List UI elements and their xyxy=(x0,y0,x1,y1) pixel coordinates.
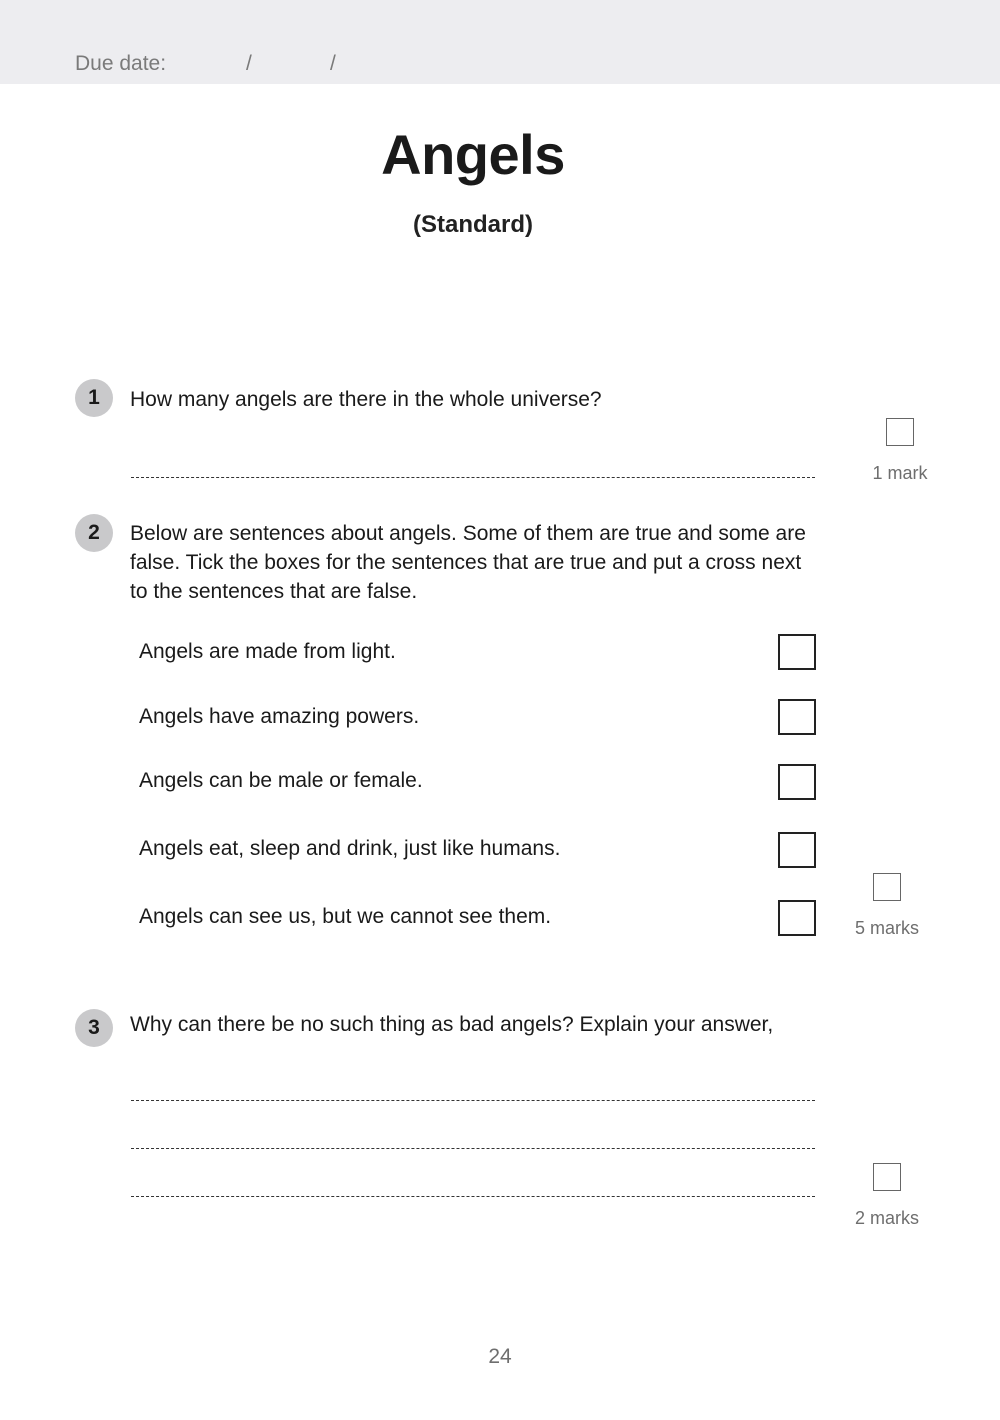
question-3-answer-line-2[interactable] xyxy=(131,1148,815,1149)
question-2-statement-2: Angels have amazing powers. xyxy=(139,705,420,728)
question-2-marks-label: 5 marks xyxy=(854,918,919,938)
question-2-statement-3: Angels can be male or female. xyxy=(139,769,423,792)
question-2-statement-1: Angels are made from light. xyxy=(139,640,396,663)
question-2-tick-box-2[interactable] xyxy=(778,699,816,735)
question-3-mark-box[interactable] xyxy=(873,1163,901,1191)
question-1-answer-line[interactable] xyxy=(131,477,815,478)
question-3-text: Why can there be no such thing as bad angels? Explain your answer, xyxy=(130,1013,774,1036)
question-1-number: 1 xyxy=(75,379,113,417)
question-1-text: How many angels are there in the whole universe? xyxy=(130,388,602,411)
question-2-tick-box-5[interactable] xyxy=(778,900,816,936)
question-2-statement-5: Angels can see us, but we cannot see them. xyxy=(139,905,552,928)
page-number: 24 xyxy=(488,1345,512,1368)
question-1-marks-label: 1 mark xyxy=(872,463,928,483)
question-3-answer-line-3[interactable] xyxy=(131,1196,815,1197)
question-2-tick-box-3[interactable] xyxy=(778,764,816,800)
question-3-number: 3 xyxy=(75,1009,113,1047)
question-2-text: Below are sentences about angels. Some of them are true and some are false. Tick the boxes for the sentences that are true and put a cross next to the sentences that are false. xyxy=(130,522,806,603)
question-2-statement-4: Angels eat, sleep and drink, just like humans. xyxy=(139,837,561,860)
question-3-marks-label: 2 marks xyxy=(854,1208,919,1228)
question-1-mark-box[interactable] xyxy=(886,418,914,446)
question-2-tick-box-1[interactable] xyxy=(778,634,816,670)
due-date-label: Due date: xyxy=(75,52,167,75)
question-3-answer-line-1[interactable] xyxy=(131,1100,815,1101)
question-2-number: 2 xyxy=(75,514,113,552)
due-date-slash-1: / xyxy=(246,52,252,75)
page-title: Angels xyxy=(381,123,565,186)
page-subtitle: (Standard) xyxy=(413,211,533,238)
question-2-tick-box-4[interactable] xyxy=(778,832,816,868)
question-2-mark-box[interactable] xyxy=(873,873,901,901)
header-band xyxy=(0,0,1000,84)
due-date-slash-2: / xyxy=(330,52,336,75)
